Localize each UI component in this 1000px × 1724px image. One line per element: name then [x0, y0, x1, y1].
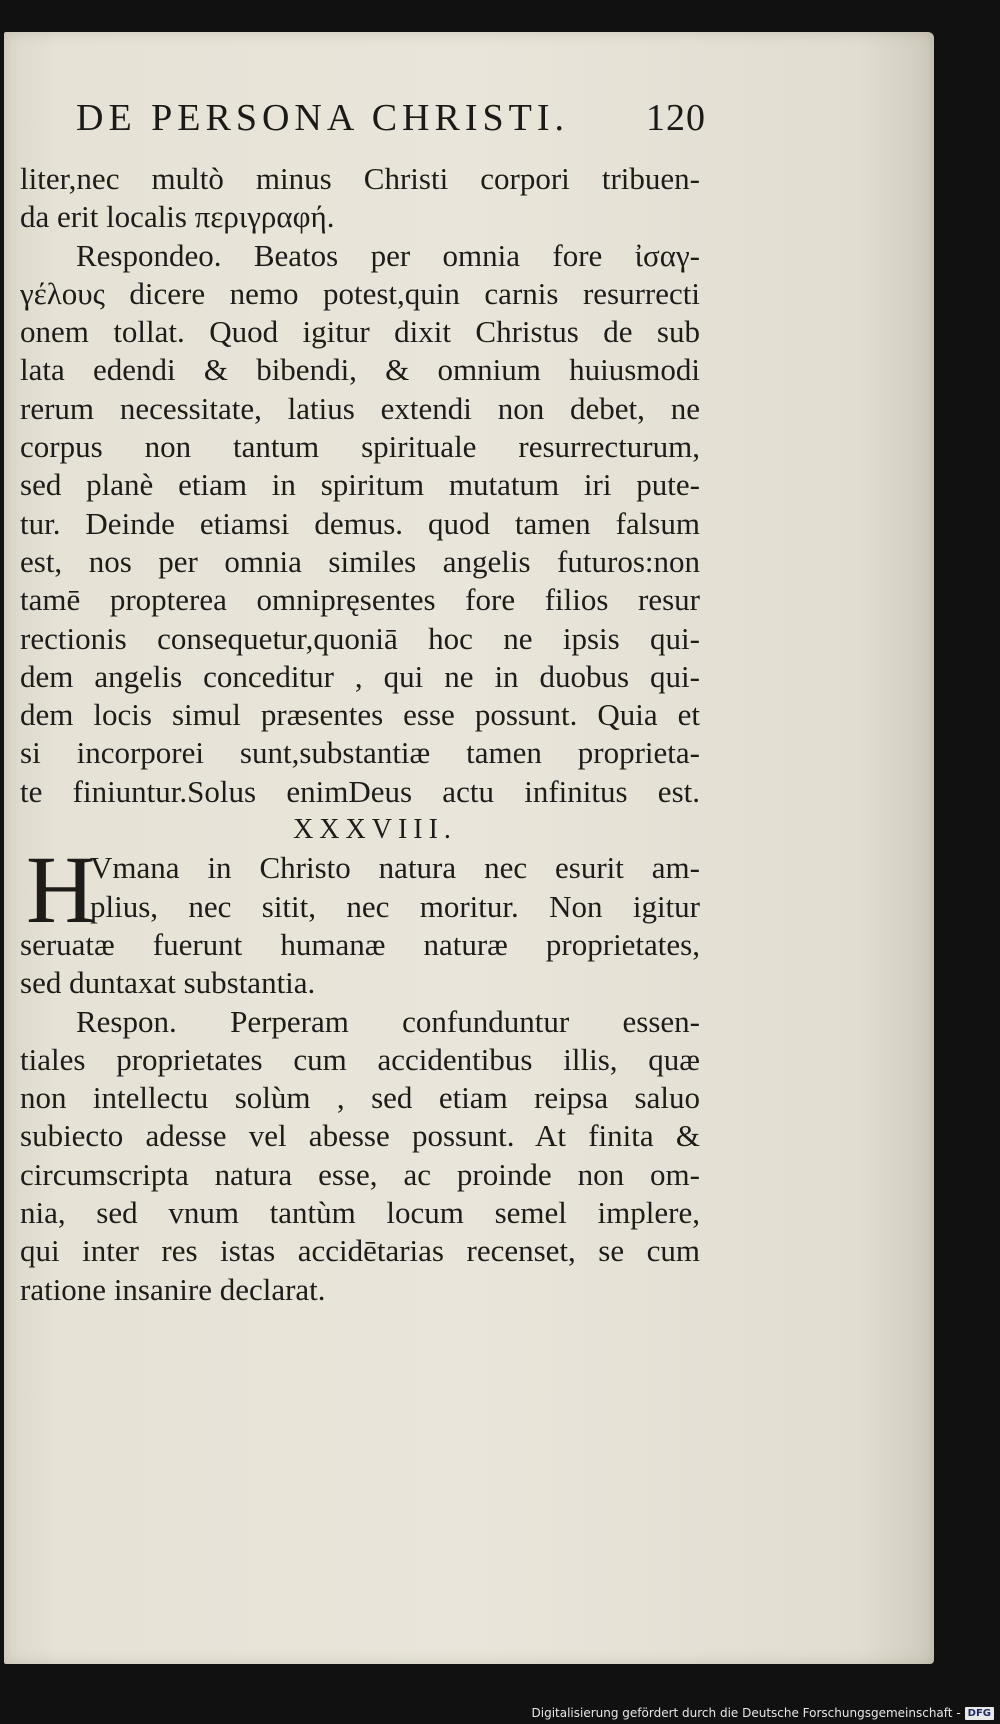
text-line: subiecto adesse vel abesse possunt. At finita & [20, 1118, 700, 1154]
text-line: lata edendi & bibendi, & omnium huiusmodi [20, 352, 700, 388]
text-line: tiales proprietates cum accidentibus illis, quæ [20, 1041, 700, 1077]
credit-text: Digitalisierung gefördert durch die Deutsche Forschungsgemeinschaft - [531, 1706, 961, 1720]
text-line: da erit localis περιγραφή. [20, 199, 335, 235]
text-line: non intellectu solùm , sed etiam reipsa saluo [20, 1080, 700, 1116]
text-line: Respondeo. Beatos per omnia fore ἰσαγ- [76, 237, 700, 273]
running-header [76, 96, 706, 140]
section-number: XXXVIII. [293, 814, 457, 846]
text-line: corpus non tantum spirituale resurrecturum, [20, 429, 700, 465]
text-line: tamē propterea omnipręsentes fore filios resur [20, 582, 700, 618]
book-page [4, 32, 934, 1664]
text-line: qui inter res istas accidētarias recenset, se cum [20, 1233, 700, 1269]
text-line: seruatæ fuerunt humanæ naturæ proprietates, [20, 926, 700, 962]
dfg-logo: DFG [965, 1707, 994, 1720]
text-line: sed planè etiam in spiritum mutatum iri pute- [20, 467, 700, 503]
drop-cap: H [26, 836, 96, 944]
text-line: γέλους dicere nemo potest,quin carnis resurrecti [20, 275, 700, 311]
text-line: dem angelis conceditur , qui ne in duobus qui- [20, 658, 700, 694]
running-title: DE PERSONA CHRISTI. [76, 97, 569, 139]
text-line: rerum necessitate, latius extendi non debet, ne [20, 390, 700, 426]
text-line: sed duntaxat substantia. [20, 965, 316, 1001]
digitization-credit [532, 1706, 995, 1720]
text-line: ratione insanire declarat. [20, 1271, 326, 1307]
text-line: est, nos per omnia similes angelis futuros:non [20, 543, 700, 579]
text-line: circumscripta natura esse, ac proinde non om- [20, 1156, 700, 1192]
text-line: Respon. Perperam confunduntur essen- [76, 1003, 700, 1039]
text-line: rectionis consequetur,quoniā hoc ne ipsis qui- [20, 620, 700, 656]
section-38 [20, 836, 700, 1309]
text-line: dem locis simul præsentes esse possunt. Quia et [20, 697, 700, 733]
page-body [20, 160, 700, 1309]
text-line: te finiuntur.Solus enimDeus actu infinitus est. [20, 773, 700, 809]
text-line: Vmana in Christo natura nec esurit am- [90, 850, 700, 886]
text-line: si incorporei sunt,substantiæ tamen proprieta- [20, 735, 700, 771]
text-line: nia, sed vnum tantùm locum semel implere, [20, 1195, 700, 1231]
text-line: onem tollat. Quod igitur dixit Christus de sub [20, 314, 700, 350]
text-line: tur. Deinde etiamsi demus. quod tamen falsum [20, 505, 700, 541]
page-number: 120 [646, 97, 706, 139]
text-line: liter,nec multò minus Christi corpori tribuen- [20, 161, 700, 196]
text-line: plius, nec sitit, nec moritur. Non igitur [90, 888, 700, 924]
